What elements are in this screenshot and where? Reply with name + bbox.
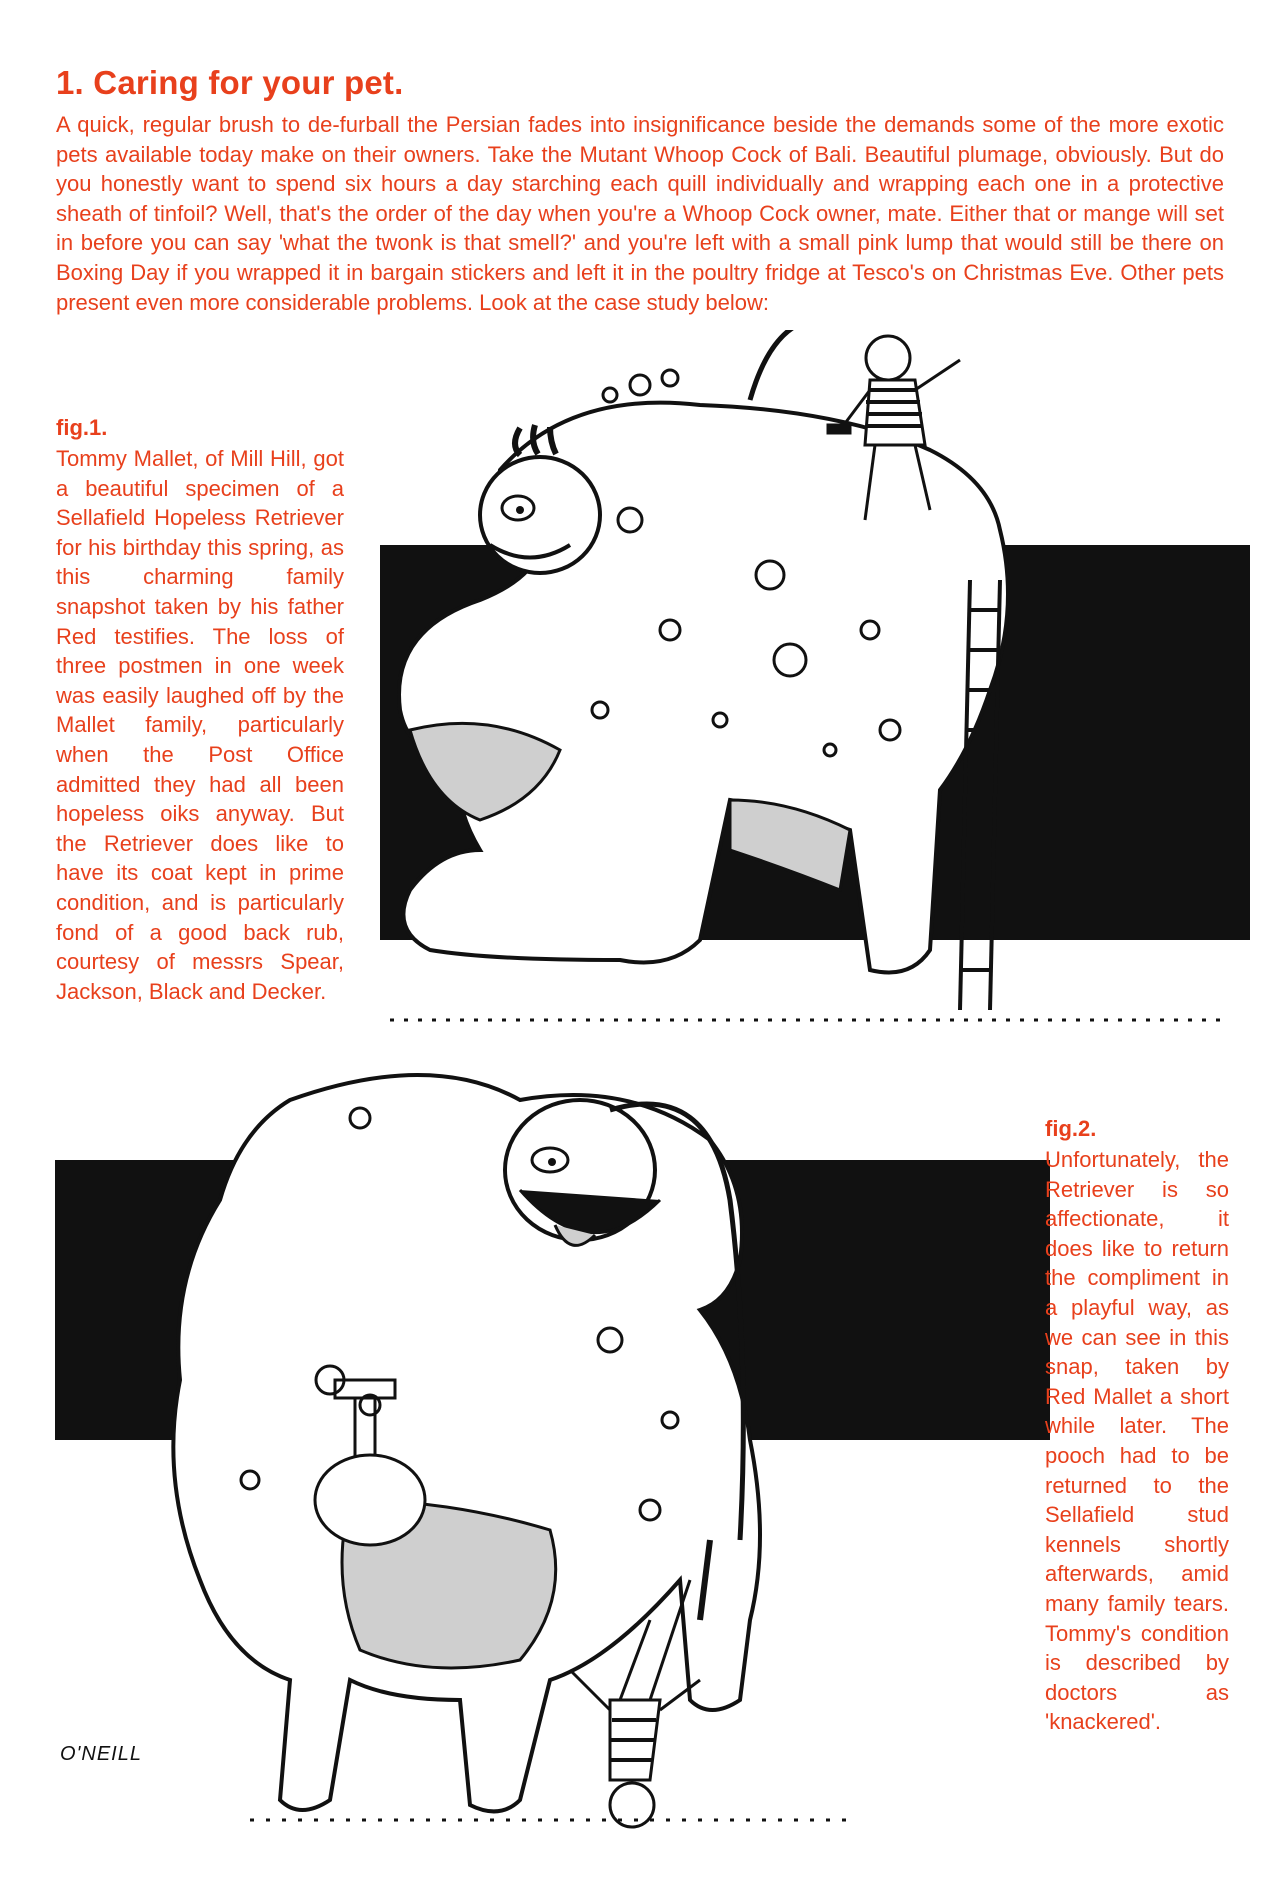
intro-paragraph: A quick, regular brush to de-furball the Persian fades into insignificance beside the demands some of the more exotic pets available today make on their owners. Take the Mutant Whoop Cock of Bali. Beautiful plumage, obviously. But do you honestly want to spend six hours a day starching each quill individually and wrapping each one in a protective sheath of tinfoil? Well, that's the order of the day when you're a Whoop Cock owner, mate. Either that or mange will set in before you can say 'what the twonk is that smell?' and you're left with a small pink lump that would still be there on Boxing Day if you wrapped it in bargain stickers and left it in the poultry fridge at Tesco's on Christmas Eve. Other pets present even more considerable problems. Look at the case study below: <box>56 112 1224 315</box>
fig2-caption-text: Unfortunately, the Retriever is so affectionate, it does like to return the compliment in a playful way, as we can see in this snap, taken by Red Mallet a short while later. The pooch had to be returned to the Sellafield stud kennels shortly afterwards, amid many family tears. Tommy's condition is described by doctors as 'knackered'. <box>1045 1147 1229 1735</box>
fig2-caption-title: fig.2. <box>1045 1116 1097 1141</box>
section-heading: 1. Caring for your pet. <box>56 64 404 101</box>
fig1-caption-text: Tommy Mallet, of Mill Hill, got a beautiful specimen of a Sellafield Hopeless Retriever for his birthday this spring, as this charming family snapshot taken by his father Red testifies. The loss of three postmen in one week was easily laughed off by the Mallet family, particularly when the Post Office admitted they had all been hopeless oiks anyway. But the Retriever does like to have its coat kept in prime condition, and is particularly fond of a good back rub, courtesy of messrs Spear, Jackson, Black and Decker. <box>56 446 344 1004</box>
fig1-illustration <box>370 330 1250 1050</box>
fig2-illustration <box>50 1060 1050 1860</box>
artist-signature: O'NEILL <box>60 1743 142 1765</box>
fig1-caption-title: fig.1. <box>56 415 108 440</box>
